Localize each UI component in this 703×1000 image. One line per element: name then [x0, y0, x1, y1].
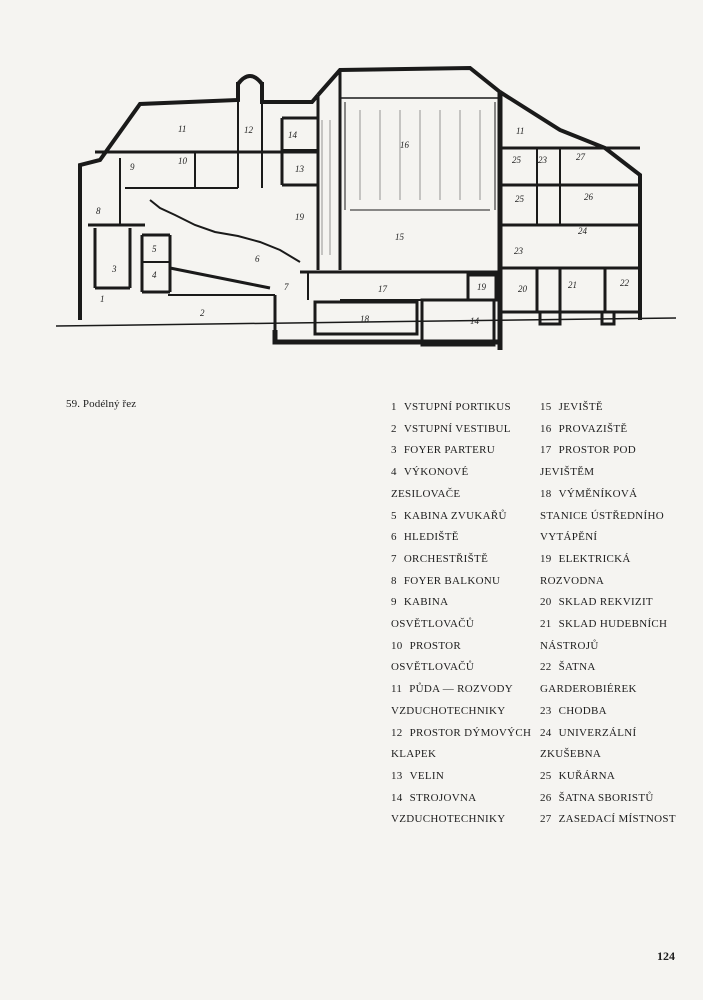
legend-item: [391, 592, 533, 635]
legend-item: [391, 636, 533, 679]
legend-number: 26: [540, 791, 552, 804]
legend-label: ORCHESTŘIŠTĚ: [403, 552, 489, 565]
legend-number: 1: [391, 401, 397, 413]
legend-item: [540, 484, 700, 549]
legend-label: JEVIŠTĚ: [558, 401, 603, 413]
room-mark-4: 4: [152, 270, 157, 280]
room-mark-25b: 25: [515, 194, 524, 204]
legend-number: 17: [540, 444, 552, 457]
legend-item: [540, 614, 700, 657]
legend-label: KABINA: [403, 596, 449, 609]
legend-number: 22: [540, 661, 552, 674]
legend-label: ZASEDACÍ MÍSTNOST: [558, 813, 676, 826]
legend-number: 25: [540, 769, 552, 782]
legend-number: 5: [391, 509, 397, 522]
room-mark-13: 13: [295, 164, 304, 174]
room-mark-27: 27: [576, 152, 585, 162]
legend-number: 8: [391, 574, 397, 587]
legend-number: 4: [391, 466, 397, 479]
legend-item: [391, 571, 533, 593]
room-mark-23b: 23: [514, 246, 523, 256]
legend-label: VYTÁPĚNÍ: [540, 531, 598, 544]
room-mark-1: 1: [100, 294, 105, 304]
legend-item: [391, 527, 533, 549]
legend-item: [540, 766, 700, 788]
legend-label: ŠATNA: [558, 661, 596, 674]
room-mark-16: 16: [400, 140, 409, 150]
room-mark-21: 21: [568, 280, 577, 290]
legend-item: [540, 657, 700, 700]
legend-label: PROSTOR POD: [558, 444, 636, 457]
legend-label: VÝMĚNÍKOVÁ: [558, 487, 638, 500]
legend-item: [391, 788, 533, 831]
room-mark-18: 18: [360, 314, 369, 324]
legend-label: PROVAZIŠTĚ: [558, 422, 628, 435]
legend-number: 9: [391, 596, 397, 609]
legend-label: VZDUCHOTECHNIKY: [391, 813, 506, 826]
legend-column-right: [540, 397, 700, 831]
legend-label: SKLAD HUDEBNÍCH: [558, 618, 668, 631]
legend-item: [540, 809, 700, 831]
room-mark-25a: 25: [512, 155, 521, 165]
legend-label: KLAPEK: [391, 748, 437, 761]
legend-number: 2: [391, 422, 397, 435]
legend-column-left: [391, 397, 533, 831]
legend-label: CHODBA: [558, 704, 607, 717]
room-mark-14b: 14: [470, 316, 479, 326]
room-mark-12: 12: [244, 125, 253, 135]
room-mark-22: 22: [620, 278, 629, 288]
legend-item: [391, 419, 533, 441]
legend-label: VELIN: [409, 769, 445, 782]
legend-item: [540, 592, 700, 614]
legend-label: PROSTOR: [409, 639, 462, 652]
room-mark-7: 7: [284, 282, 289, 292]
legend-label: VSTUPNÍ VESTIBUL: [403, 422, 511, 435]
legend-item: [391, 549, 533, 571]
legend-label: STANICE ÚSTŘEDNÍHO: [540, 509, 664, 522]
legend-number: 24: [540, 726, 552, 739]
legend-item: [391, 679, 533, 722]
legend-label: FOYER BALKONU: [403, 574, 501, 587]
legend-label: ZKUŠEBNA: [540, 748, 602, 761]
legend-number: 16: [540, 422, 552, 435]
legend-item: [391, 766, 533, 788]
room-mark-19b: 19: [477, 282, 486, 292]
legend-number: 11: [391, 683, 403, 696]
legend-number: 14: [391, 791, 403, 804]
legend-number: 12: [391, 726, 403, 739]
longitudinal-section-drawing: [0, 0, 703, 360]
room-mark-10: 10: [178, 156, 187, 166]
legend-number: 27: [540, 813, 552, 826]
legend-number: 19: [540, 552, 552, 565]
legend-number: 15: [540, 401, 552, 413]
legend-label: VSTUPNÍ PORTIKUS: [403, 401, 511, 413]
legend-label: PŮDA — ROZVODY: [409, 683, 514, 696]
legend-item: [540, 397, 700, 419]
legend-item: [391, 440, 533, 462]
page-number: 124: [657, 949, 675, 963]
legend-number: 10: [391, 639, 403, 652]
legend-label: VZDUCHOTECHNIKY: [391, 704, 506, 717]
legend-item: [540, 419, 700, 441]
room-mark-17: 17: [378, 284, 387, 294]
legend-label: OSVĚTLOVAČŮ: [391, 618, 475, 631]
room-mark-6: 6: [255, 254, 260, 264]
legend-number: 21: [540, 618, 552, 631]
legend-label: GARDEROBIÉREK: [540, 683, 637, 696]
legend-item: [540, 549, 700, 592]
legend-label: ROZVODNA: [540, 574, 605, 587]
legend-number: 7: [391, 552, 397, 565]
room-mark-15: 15: [395, 232, 404, 242]
legend-label: OSVĚTLOVAČŮ: [391, 661, 475, 674]
room-mark-9: 9: [130, 162, 135, 172]
room-mark-2: 2: [200, 308, 205, 318]
legend-label: ŠATNA SBORISTŮ: [558, 791, 654, 804]
legend-label: KABINA ZVUKAŘŮ: [403, 509, 507, 522]
legend-item: [391, 397, 533, 419]
room-mark-24: 24: [578, 226, 587, 236]
room-mark-3: 3: [112, 264, 117, 274]
legend-number: 23: [540, 704, 552, 717]
legend-label: KUŘÁRNA: [558, 769, 616, 782]
legend-number: 20: [540, 596, 552, 609]
room-mark-11b: 11: [516, 126, 525, 136]
legend-label: SKLAD REKVIZIT: [558, 596, 653, 609]
legend-label: VÝKONOVÉ: [403, 466, 469, 479]
room-mark-8: 8: [96, 206, 101, 216]
legend-label: ELEKTRICKÁ: [558, 552, 631, 565]
legend-label: PROSTOR DÝMOVÝCH: [409, 726, 532, 739]
room-mark-11a: 11: [178, 124, 187, 134]
legend-item: [540, 723, 700, 766]
legend-number: 13: [391, 769, 403, 782]
legend-label: UNIVERZÁLNÍ: [558, 726, 637, 739]
room-mark-23a: 23: [538, 155, 547, 165]
figure-caption: 59. Podélný řez: [66, 398, 137, 410]
room-mark-26: 26: [584, 192, 593, 202]
legend-label: HLEDIŠTĚ: [403, 531, 459, 544]
legend-label: ZESILOVAČE: [391, 487, 461, 500]
legend-item: [540, 788, 700, 810]
legend-label: STROJOVNA: [409, 791, 477, 804]
room-mark-20: 20: [518, 284, 527, 294]
legend-item: [391, 506, 533, 528]
room-mark-5: 5: [152, 244, 157, 254]
legend-number: 18: [540, 487, 552, 500]
legend-number: 6: [391, 531, 397, 544]
legend-item: [391, 723, 533, 766]
room-mark-14a: 14: [288, 130, 297, 140]
legend-label: FOYER PARTERU: [403, 444, 495, 457]
room-mark-19a: 19: [295, 212, 304, 222]
legend-item: [540, 440, 700, 483]
legend-label: JEVIŠTĚM: [540, 466, 595, 479]
legend-item: [391, 462, 533, 505]
legend-item: [540, 701, 700, 723]
legend-number: 3: [391, 444, 397, 457]
legend-label: NÁSTROJŮ: [540, 639, 599, 652]
